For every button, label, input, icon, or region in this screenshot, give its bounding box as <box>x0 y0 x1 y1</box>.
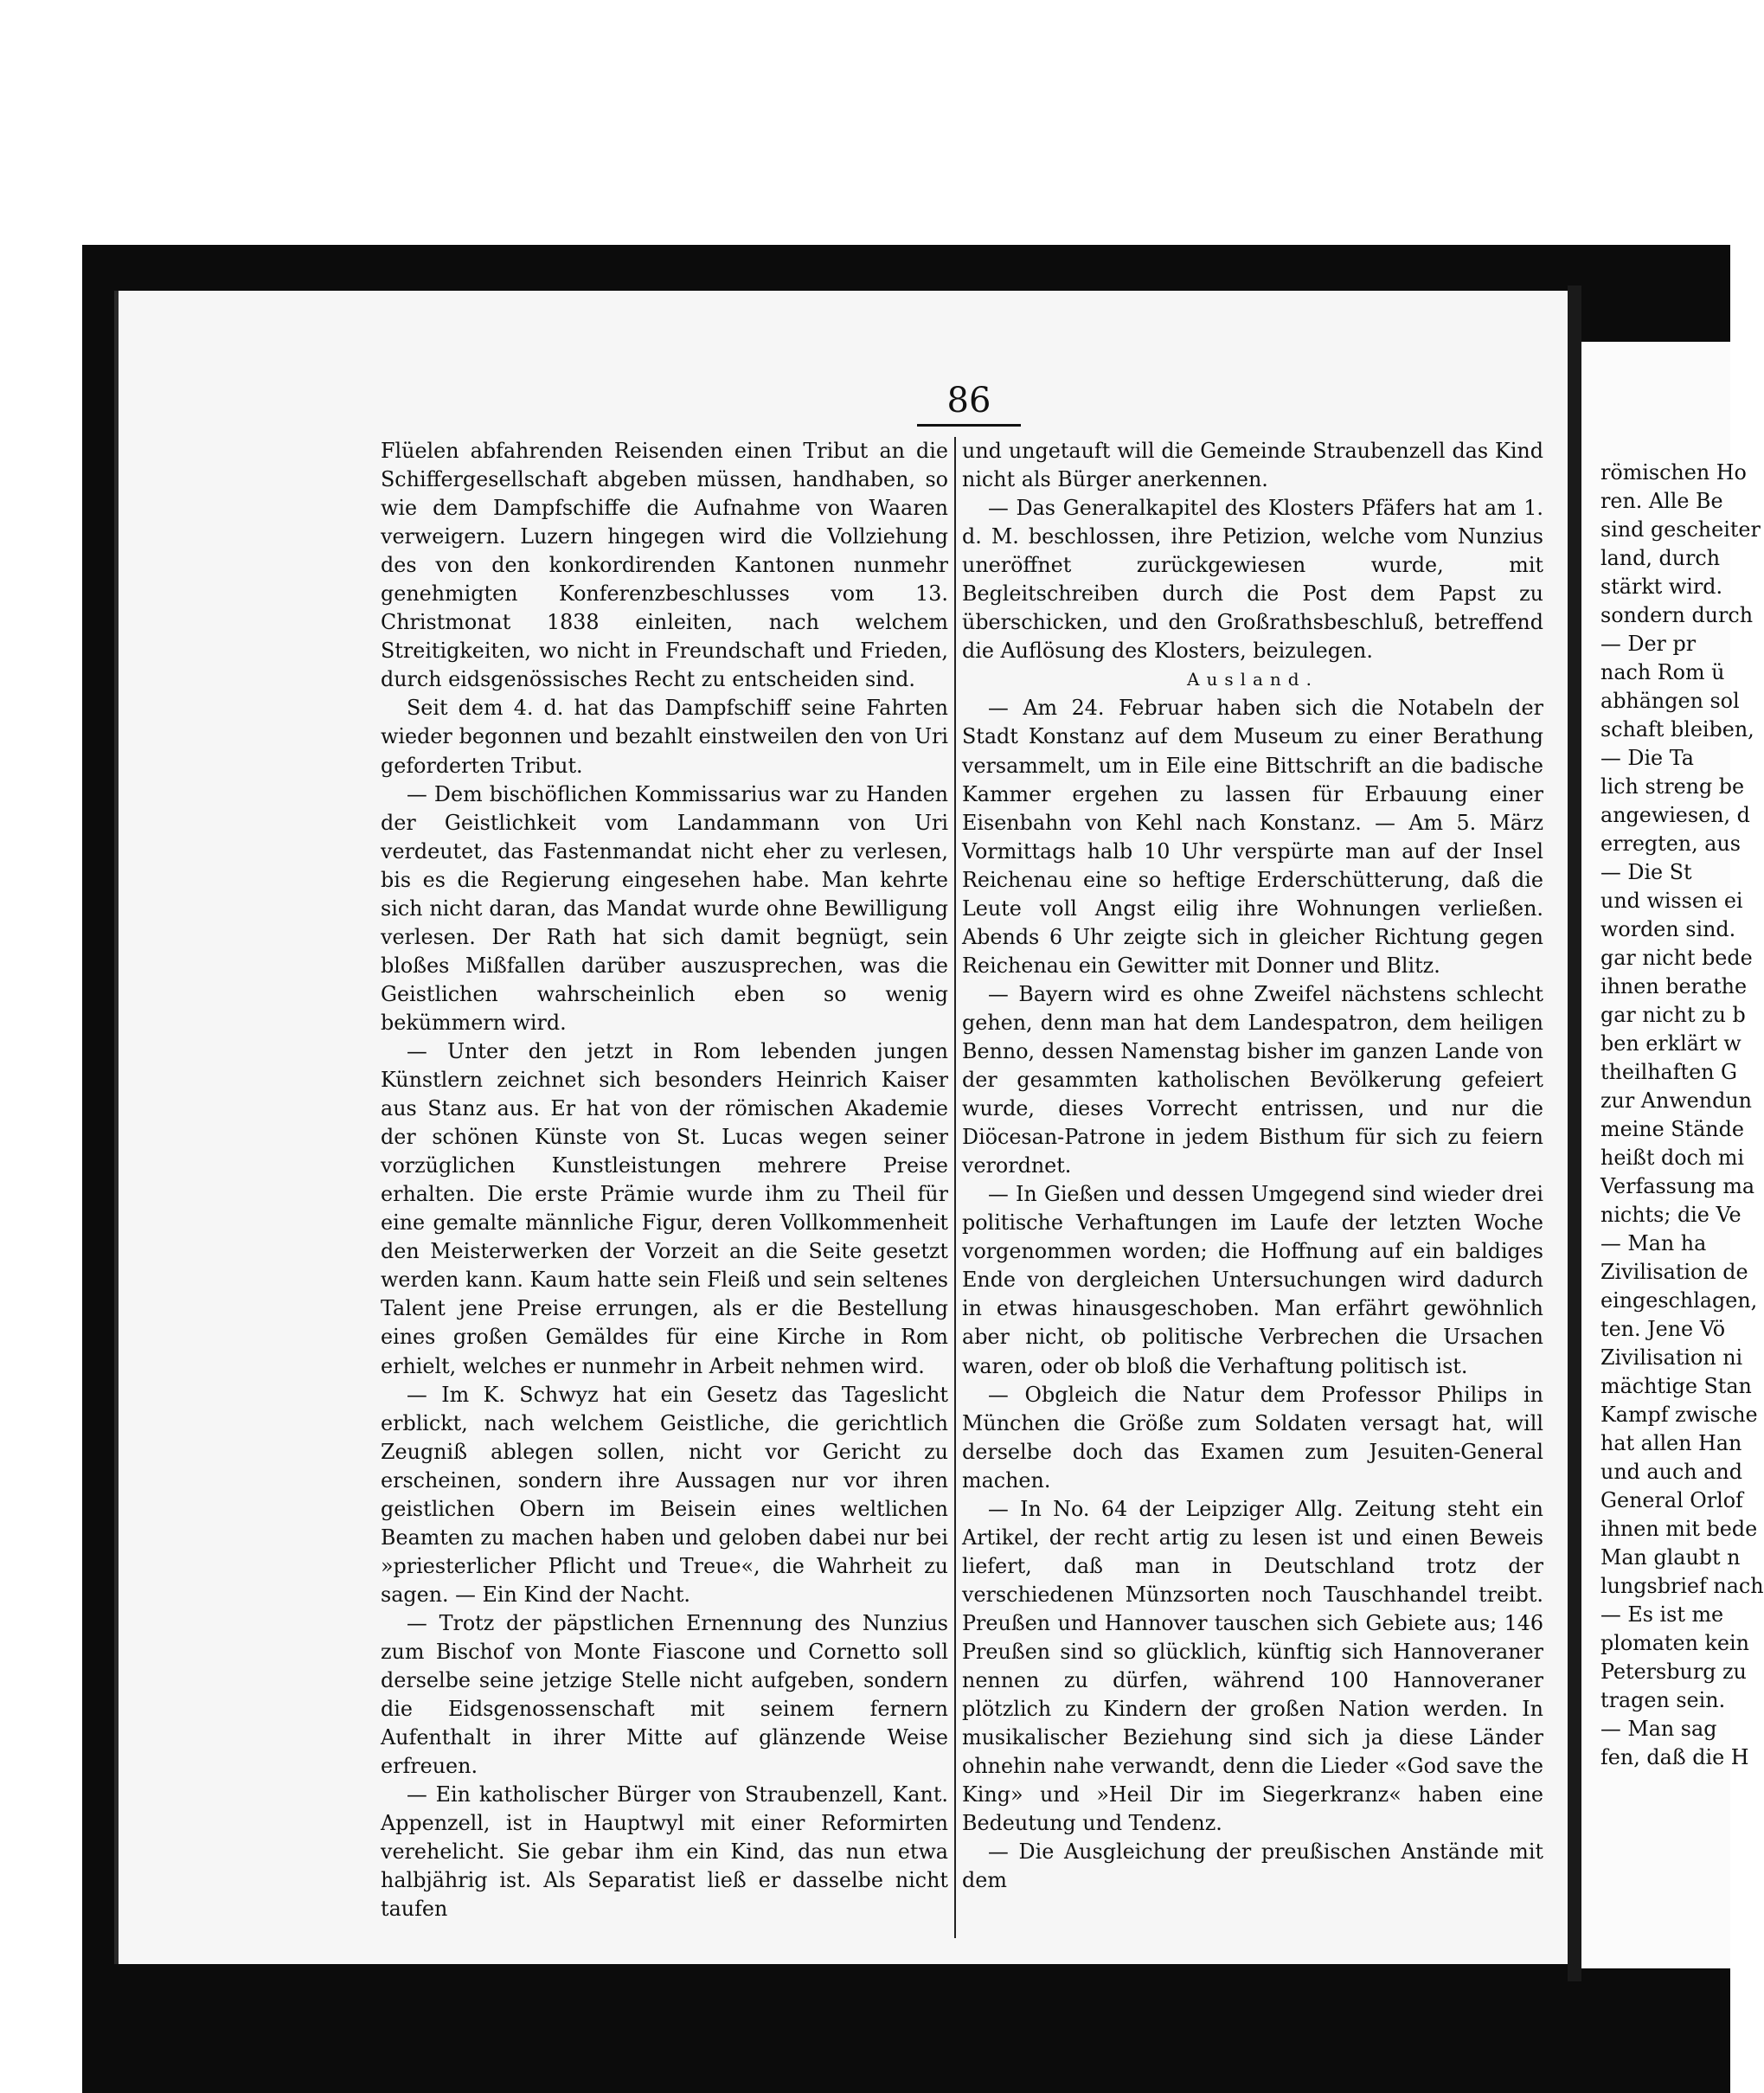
right-page-line: — Es ist me <box>1600 1602 1724 1627</box>
paragraph: — Bayern wird es ohne Zweifel nächstens schlecht gehen, denn man hat dem Landespatron, dem heiligen Benno, dessen Namenstag bisher im ganzen Lande von der gesammten katholischen Bevölkerung gefeiert wurde, dieses Vorrecht entrissen, und nur die Diöcesan-Patrone in jedem Bisthum für sich zu feiern verordnet. <box>962 981 1543 1178</box>
right-page-line: land, durch <box>1600 546 1721 570</box>
right-page-line: lich streng be <box>1600 774 1745 799</box>
paragraph: und ungetauft will die Gemeinde Straubenzell das Kind nicht als Bürger anerkennen. <box>962 439 1543 492</box>
paragraph: — Unter den jetzt in Rom lebenden jungen Künstlern zeichnet sich besonders Heinrich Kaiser aus Stanz aus. Er hat von der römischen Akademie der schönen Künste von St. Lucas wegen seiner vorzüglichen Kunstleistungen mehrere Preise erhalten. Die erste Prämie wurde ihm zu Theil für eine gemalte männliche Figur, deren Vollkommenheit den Meisterwerken der Vorzeit an die Seite gesetzt werden kann. Kaum hatte sein Fleiß und sein seltenes Talent jene Preise errungen, als er die Bestellung eines großen Gemäldes für eine Kirche in Rom erhielt, welches er nunmehr in Arbeit nehmen wird. <box>381 1038 948 1378</box>
paragraph: Seit dem 4. d. hat das Dampfschiff seine Fahrten wieder begonnen und bezahlt einstweilen den von Uri geforderten Tribut. <box>381 696 948 778</box>
right-page-line: — Die Ta <box>1600 746 1694 770</box>
right-page-line: schaft bleiben, <box>1600 717 1754 742</box>
right-page-line: sondern durch <box>1600 603 1754 627</box>
right-page-line: theilhaften G <box>1600 1060 1738 1084</box>
right-page-line: Zivilisation de <box>1600 1260 1748 1284</box>
right-page-line: Zivilisation ni <box>1600 1345 1743 1370</box>
right-page-line: sind gescheiter <box>1600 517 1761 542</box>
right-page-line: Petersburg zu <box>1600 1660 1747 1684</box>
page-number: 86 <box>946 381 991 421</box>
scan-border-bottom <box>82 1954 1730 2093</box>
right-page-line: gar nicht bede <box>1600 946 1753 970</box>
right-page-line: — Man sag <box>1600 1717 1717 1741</box>
right-page-line: — Die St <box>1600 860 1692 884</box>
right-page-line: ren. Alle Be <box>1600 489 1723 513</box>
right-page-line: lungsbrief nach <box>1600 1574 1764 1598</box>
paragraph: — Obgleich die Natur dem Professor Philips in München die Größe zum Soldaten versagt hat, will derselbe doch das Examen zum Jesuiten-General machen. <box>962 1382 1543 1493</box>
paragraph: — Die Ausgleichung der preußischen Anstände mit dem <box>962 1839 1543 1893</box>
right-page-line: worden sind. <box>1600 917 1736 941</box>
right-page-line: zur Anwendun <box>1600 1088 1752 1113</box>
paragraph: — Im K. Schwyz hat ein Gesetz das Tageslicht erblickt, nach welchem Geistliche, die gerichtlich Zeugniß ablegen sollen, nicht vor Gericht zu erscheinen, sondern ihre Aussagen nur vor ihren geistlichen Obern im Beisein eines weltlichen Beamten zu machen haben und geloben dabei nur bei »priesterlicher Pflicht und Treue«, die Wahrheit zu sagen. — Ein Kind der Nacht. <box>381 1382 948 1607</box>
paragraph: — Trotz der päpstlichen Ernennung des Nunzius zum Bischof von Monte Fiascone und Cornetto soll derselbe seine jetzige Stelle nicht aufgeben, sondern die Eidsgenossenschaft mit seinem fernern Aufenthalt in ihrer Mitte auf glänzende Weise erfreuen. <box>381 1610 948 1779</box>
right-page-line: nach Rom ü <box>1600 660 1725 684</box>
right-page-line: ben erklärt w <box>1600 1031 1742 1056</box>
right-page-line: gar nicht zu b <box>1600 1003 1746 1027</box>
right-page-line: römischen Ho <box>1600 460 1747 485</box>
middle-column <box>962 437 1543 1895</box>
paragraph: — Das Generalkapitel des Klosters Pfäfers hat am 1. d. M. beschlossen, ihre Petizion, welche vom Nunzius uneröffnet zurückgewiesen wurde, mit Begleitschreiben durch die Post dem Papst zu überschicken, und den Großrathsbeschluß, betreffend die Auflösung des Klosters, beizulegen. <box>962 496 1543 664</box>
paragraph: — Ein katholischer Bürger von Straubenzell, Kant. Appenzell, ist in Hauptwyl mit einer Reformirten verehelicht. Sie gebar ihm ein Kind, das nun etwa halbjährig ist. Als Separatist ließ er dasselbe nicht taufen <box>381 1782 948 1922</box>
page-number-rule <box>917 424 1021 427</box>
right-page-line: meine Stände <box>1600 1117 1744 1141</box>
book-spine <box>1568 286 1581 1981</box>
right-page-column <box>1600 459 1764 1772</box>
paragraph: Flüelen abfahrenden Reisenden einen Tribut an die Schiffergesellschaft abgeben müssen, handhaben, so wie dem Dampfschiffe die Aufnahme von Waaren verweigern. Luzern hingegen wird die Vollziehung des von den konkordirenden Kantonen nunmehr genehmigten Konferenzbeschlusses vom 13. Christmonat 1838 einleiten, nach welchem Streitigkeiten, wo nicht in Freundschaft und Frieden, durch eidsgenössisches Recht zu entscheiden sind. <box>381 439 948 692</box>
right-page-line: und wissen ei <box>1600 889 1743 913</box>
right-page-line: mächtige Stan <box>1600 1374 1752 1398</box>
right-page-line: nichts; die Ve <box>1600 1203 1742 1227</box>
right-page-line: hat allen Han <box>1600 1431 1742 1455</box>
right-page-line: heißt doch mi <box>1600 1146 1744 1170</box>
right-page-line: — Der pr <box>1600 632 1697 656</box>
right-page-line: eingeschlagen, <box>1600 1288 1758 1313</box>
right-page-line: erregten, aus <box>1600 831 1741 856</box>
right-page-line: Man glaubt n <box>1600 1545 1741 1570</box>
right-page-line: und auch and <box>1600 1460 1742 1484</box>
right-page-line: stärkt wird. <box>1600 575 1723 599</box>
right-page-line: Kampf zwische <box>1600 1403 1758 1427</box>
right-page-line: angewiesen, d <box>1600 803 1750 827</box>
scan-border-left <box>82 245 119 2093</box>
paragraph: — In No. 64 der Leipziger Allg. Zeitung steht ein Artikel, der recht artig zu lesen ist und einen Beweis liefert, daß man in Deutschland trotz der verschiedenen Münzsorten noch Tauschhandel treibt. Preußen und Hannover tauschen sich Gebiete aus; 146 Preußen sind so glücklich, künftig sich Hannoveraner nennen zu dürfen, während 100 Hannoveraner plötzlich zu Kindern der großen Nation werden. In musikalischer Beziehung sind sich ja diese Länder ohnehin nahe verwandt, denn die Lieder «God save the King» und »Heil Dir im Siegerkranz« haben eine Bedeutung und Tendenz. <box>962 1496 1543 1836</box>
right-page-line: fen, daß die H <box>1600 1745 1749 1769</box>
column-divider <box>954 437 956 1938</box>
paragraph: — Am 24. Februar haben sich die Notabeln der Stadt Konstanz auf dem Museum zu einer Berathung versammelt, um in Eile eine Bittschrift an die badische Kammer ergehen zu lassen für Erbauung einer Eisenbahn von Kehl nach Konstanz. — Am 5. März Vormittags halb 10 Uhr verspürte man auf der Insel Reichenau eine so heftige Erderschütterung, daß die Leute voll Angst eilig ihre Wohnungen verließen. Abends 6 Uhr zeigte sich in gleicher Richtung gegen Reichenau ein Gewitter mit Donner und Blitz. <box>962 696 1543 978</box>
right-page-line: abhängen sol <box>1600 689 1740 713</box>
right-page-line: tragen sein. <box>1600 1688 1726 1712</box>
left-column <box>381 437 948 1923</box>
right-page-line: Verfassung ma <box>1600 1174 1755 1198</box>
right-page-line: ten. Jene Vö <box>1600 1317 1726 1341</box>
right-page-line: General Orlof <box>1600 1488 1743 1512</box>
right-page-line: — Man ha <box>1600 1231 1707 1255</box>
paragraph: — In Gießen und dessen Umgegend sind wieder drei politische Verhaftungen im Laufe der letzten Woche vorgenommen worden; die Hoffnung auf ein baldiges Ende von dergleichen Untersuchungen wird dadurch in etwas hinausgeschoben. Man erfährt gewöhnlich aber nicht, ob politische Verbrechen die Ursachen waren, oder ob bloß die Verhaftung politisch ist. <box>962 1182 1543 1378</box>
right-page-line: ihnen berathe <box>1600 974 1748 998</box>
paragraph: — Dem bischöflichen Kommissarius war zu Handen der Geistlichkeit vom Landammann von Uri verdeutet, das Fastenmandat nicht eher zu verlesen, bis es die Regierung eingesehen habe. Man kehrte sich nicht daran, das Mandat wurde ohne Bewilligung verlesen. Der Rath hat sich damit begnügt, sein bloßes Mißfallen darüber auszusprechen, was die Geistlichen wahrscheinlich eben so wenig bekümmern wird. <box>381 781 948 1035</box>
section-heading-ausland: Ausland. <box>1187 669 1318 690</box>
right-page-line: ihnen mit bede <box>1600 1517 1758 1541</box>
right-page-line: plomaten kein <box>1600 1631 1749 1655</box>
